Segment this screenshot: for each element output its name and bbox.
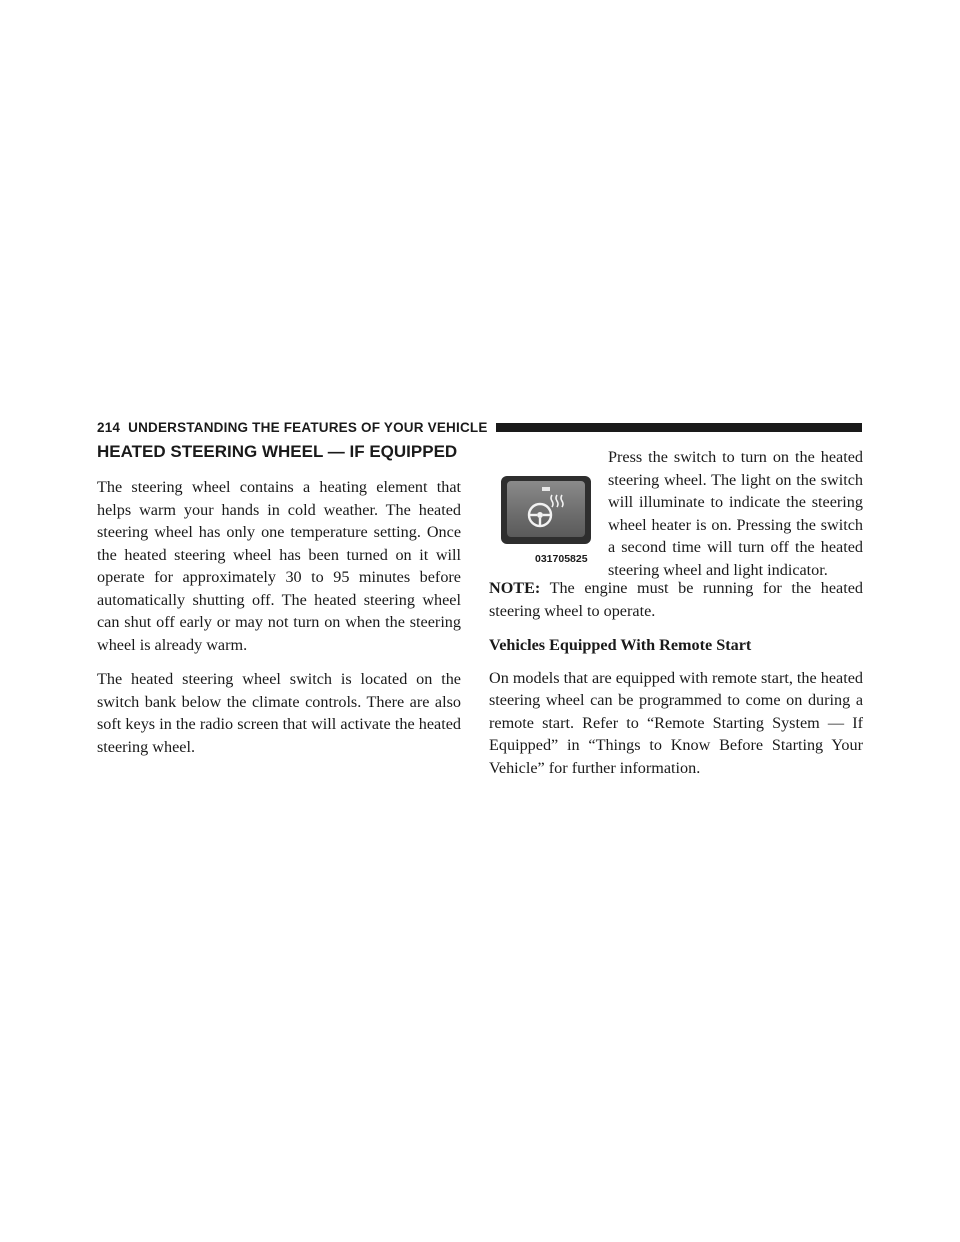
left-column [97,442,461,770]
switch-instructions-text: Press the switch to turn on the heated steering wheel. The light on the switch will illuminate to indicate the steering wheel heater is on. Pressing the switch a second time will turn off the heated steering wheel and light indicator. [608,448,863,579]
note-text: The engine must be running for the heated steering wheel to operate. [489,579,863,620]
remote-start-subheading: Vehicles Equipped With Remote Start [489,636,752,654]
heated-steering-wheel-icon [507,481,585,537]
switch-button [507,481,585,537]
section-title: HEATED STEERING WHEEL — IF EQUIPPED [97,442,458,461]
figure-row [489,448,863,579]
header-rule [496,423,862,432]
switch-location-paragraph: The heated steering wheel switch is located on the switch bank below the climate controls. There are also soft keys in the radio screen that will activate the heated steering wheel. [97,670,461,756]
switch-figure [489,462,605,565]
note-label: NOTE: [489,579,541,597]
figure-code: 031705825 [535,553,588,565]
page-number: 214 [97,419,121,435]
page-header [97,416,862,438]
right-column [489,448,863,791]
switch-instructions [608,446,863,581]
note-paragraph [489,577,863,622]
remote-start-paragraph: On models that are equipped with remote start, the heated steering wheel can be programmed to come on during a remote start. Refer to “Remote Starting System — If Equipped” in “Things to Know Before Starting Your Vehicle” for further information. [489,668,863,777]
chapter-title: UNDERSTANDING THE FEATURES OF YOUR VEHICLE [128,419,488,435]
intro-paragraph: The steering wheel contains a heating element that helps warm your hands in cold weather. The heated steering wheel has only one temperature setting. Once the heated steering wheel has been turned on it will operate for approximately 30 to 95 minutes before automatically shutting off. The heated steering wheel can shut off early or may not turn on when the steering wheel is already warm. [97,478,461,654]
